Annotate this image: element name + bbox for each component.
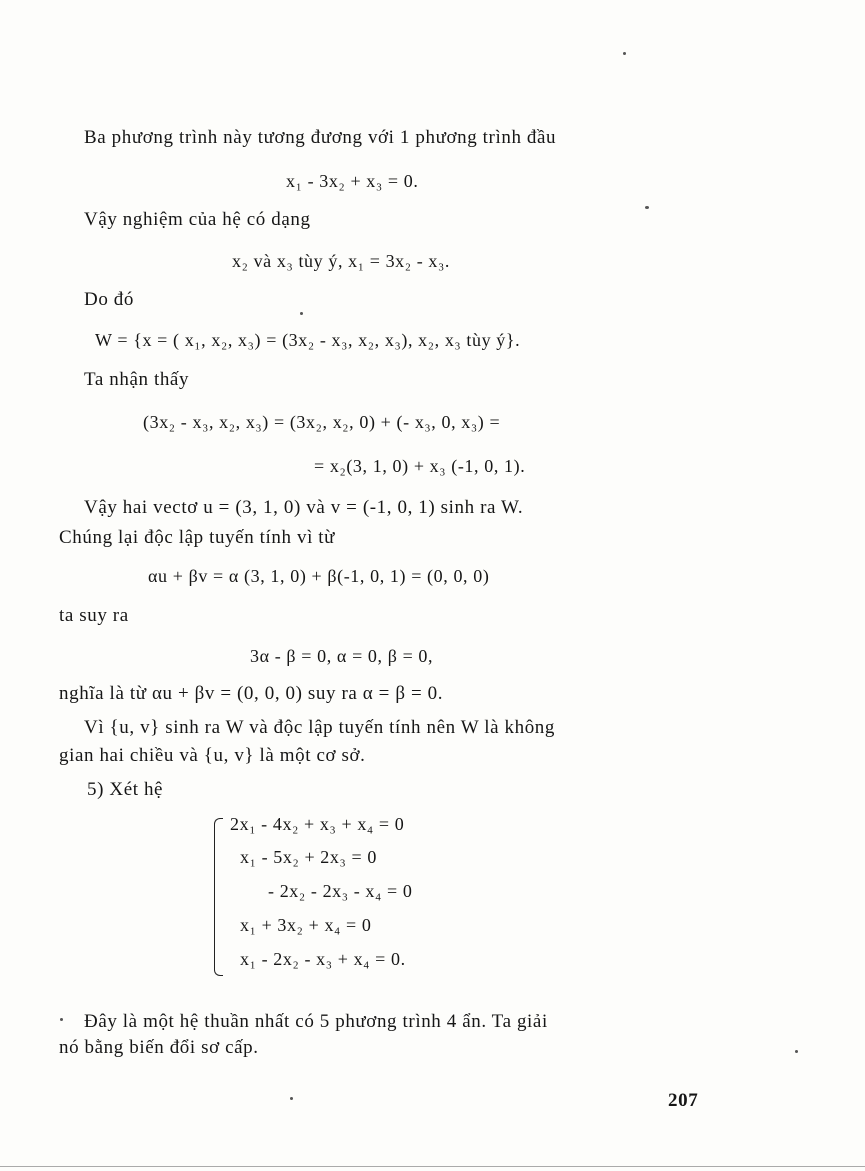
system-equation-2: x₁ - 5x₂ + 2x₃ = 0 [240, 847, 377, 867]
scan-speck [623, 52, 626, 55]
scan-speck [60, 1018, 63, 1021]
text-line-2: Vậy nghiệm của hệ có dạng [84, 209, 311, 230]
equation-2: x₂ và x₃ tùy ý, x₁ = 3x₂ - x₃. [232, 251, 451, 271]
equation-5: = x₂(3, 1, 0) + x₃ (-1, 0, 1). [314, 456, 526, 476]
system-brace [214, 818, 223, 976]
system-equation-3: - 2x₂ - 2x₃ - x₄ = 0 [268, 881, 413, 901]
scan-speck [795, 1050, 798, 1053]
scan-speck [290, 1097, 293, 1100]
system-equation-1: 2x₁ - 4x₂ + x₃ + x₄ = 0 [230, 814, 405, 834]
equation-7: 3α - β = 0, α = 0, β = 0, [250, 646, 434, 666]
text-line-10: gian hai chiều và {u, v} là một cơ sở. [59, 745, 366, 766]
text-line-1: Ba phương trình này tương đương với 1 phương trình đầu [84, 127, 557, 148]
scan-speck [300, 312, 303, 315]
text-line-3: Do đó [84, 289, 134, 310]
text-line-8: nghĩa là từ αu + βv = (0, 0, 0) suy ra α = β = 0. [59, 683, 444, 704]
text-line-6: Chúng lại độc lập tuyến tính vì từ [59, 527, 336, 548]
system-equation-4: x₁ + 3x₂ + x₄ = 0 [240, 915, 372, 935]
text-line-4: Ta nhận thấy [84, 369, 190, 390]
text-line-5: Vậy hai vectơ u = (3, 1, 0) và v = (-1, 0, 1) sinh ra W. [84, 497, 524, 518]
system-equation-5: x₁ - 2x₂ - x₃ + x₄ = 0. [240, 949, 406, 969]
page-number: 207 [668, 1090, 699, 1111]
scan-edge-line [0, 1166, 865, 1167]
text-line-11: 5) Xét hệ [87, 779, 164, 800]
text-line-12: Đây là một hệ thuần nhất có 5 phương trình 4 ẩn. Ta giải [84, 1011, 548, 1032]
equation-3: W = {x = ( x₁, x₂, x₃) = (3x₂ - x₃, x₂, x₃), x₂, x₃ tùy ý}. [95, 330, 521, 350]
scan-speck [645, 206, 649, 209]
equation-1: x₁ - 3x₂ + x₃ = 0. [286, 171, 419, 191]
equation-6: αu + βv = α (3, 1, 0) + β(-1, 0, 1) = (0, 0, 0) [148, 566, 490, 586]
equation-4: (3x₂ - x₃, x₂, x₃) = (3x₂, x₂, 0) + (- x₃, 0, x₃) = [143, 412, 501, 432]
text-line-13: nó bằng biến đổi sơ cấp. [59, 1037, 259, 1058]
text-line-7: ta suy ra [59, 605, 129, 626]
text-line-9: Vì {u, v} sinh ra W và độc lập tuyến tính nên W là không [84, 717, 556, 738]
